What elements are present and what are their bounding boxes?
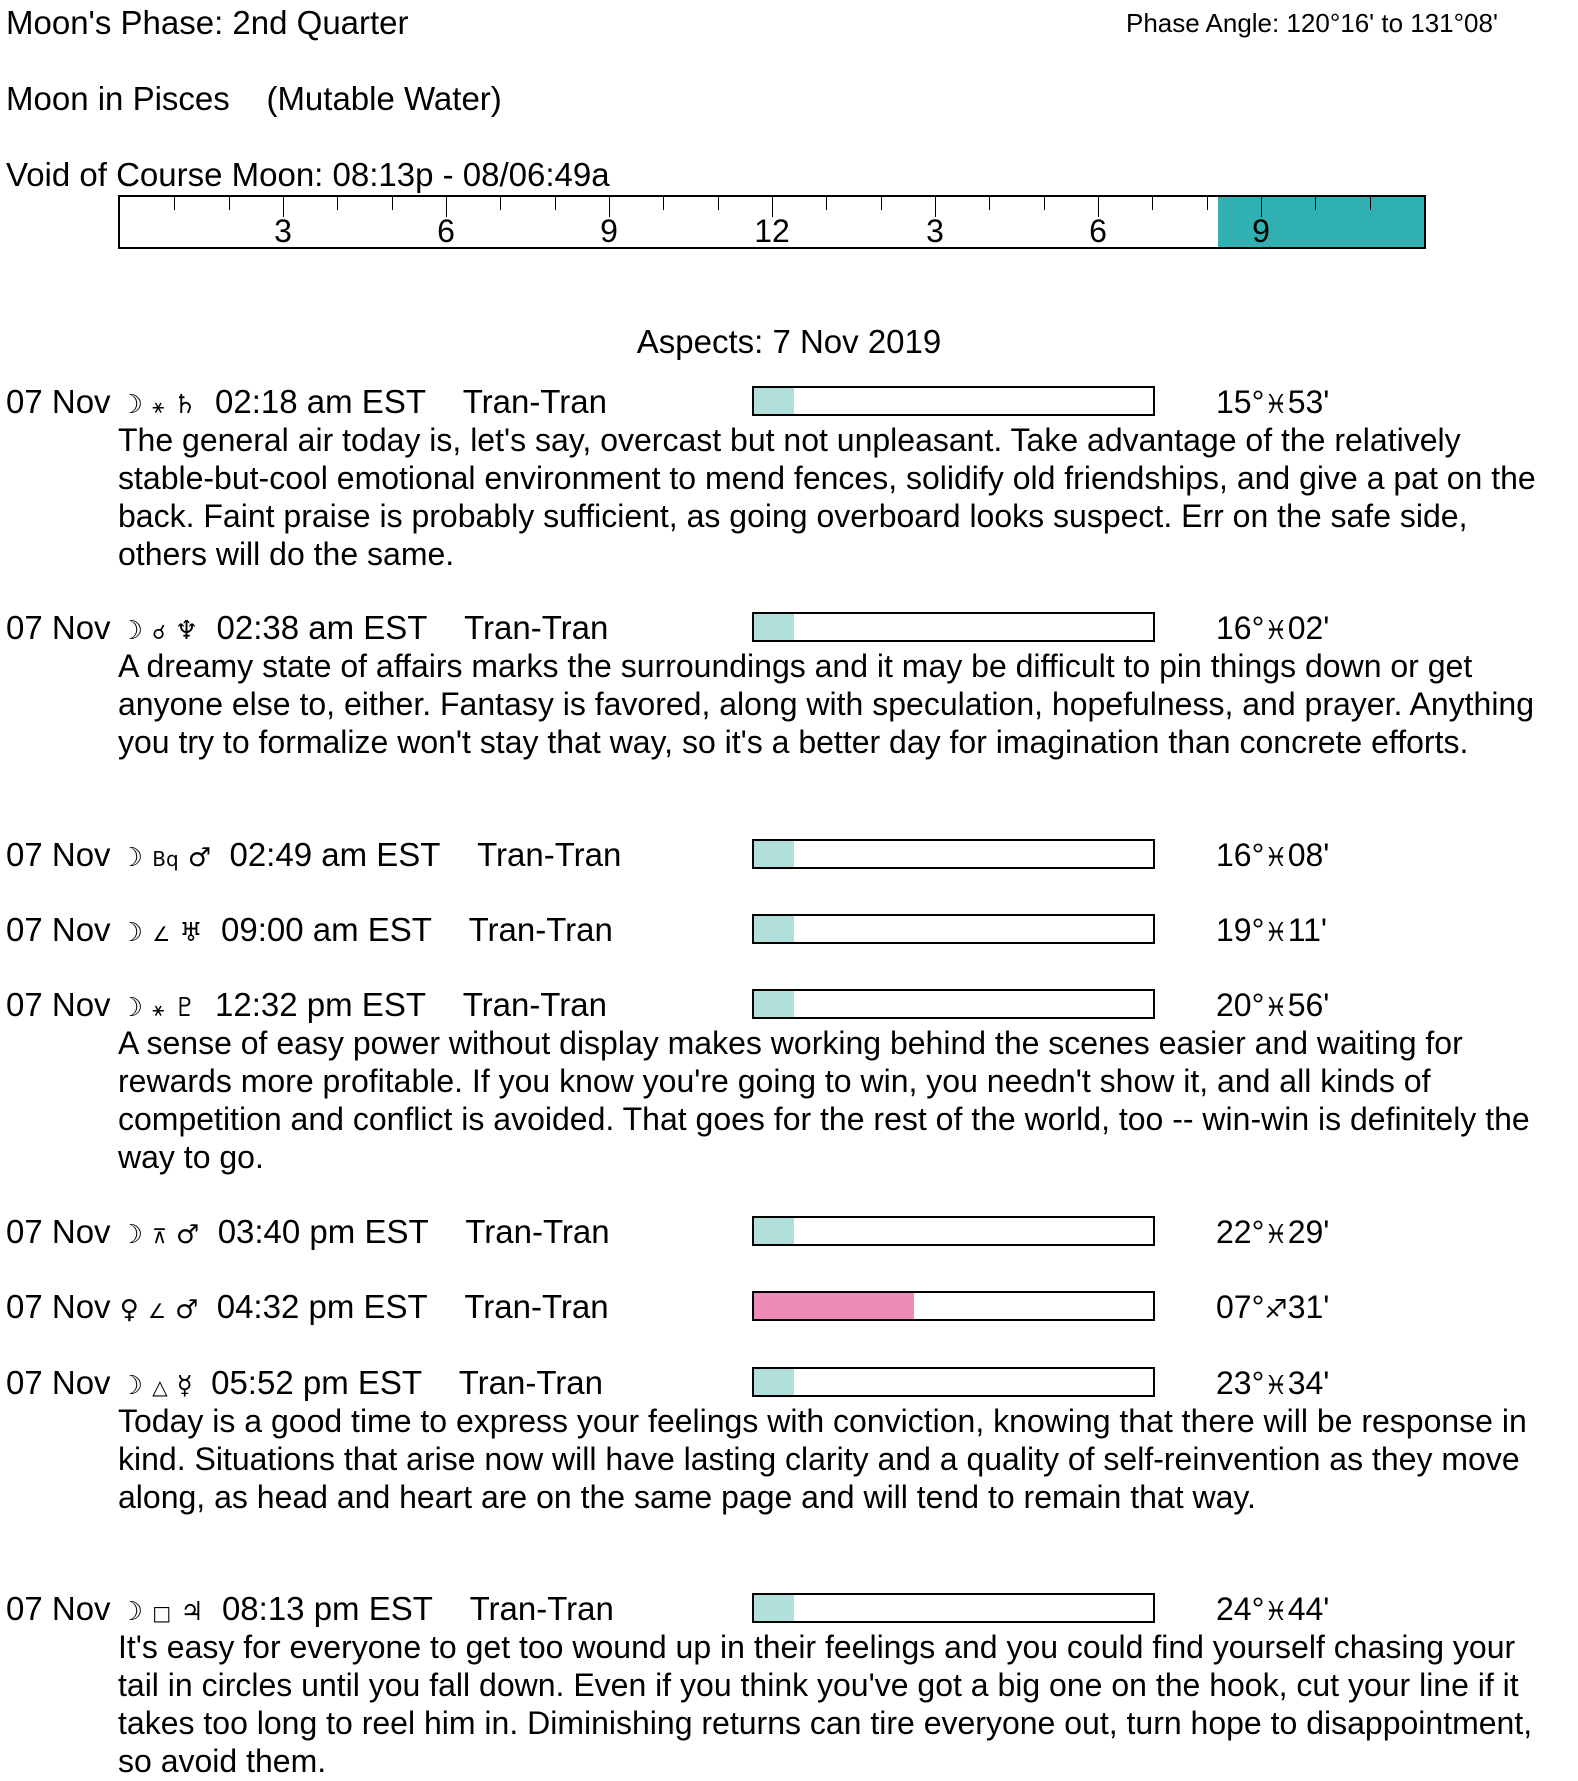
hour-tick [718, 197, 719, 210]
hour-label: 6 [437, 213, 455, 249]
aspect-heading [6, 911, 613, 949]
zodiac-sign-icon: ♓ [1264, 390, 1288, 420]
aspect-position [1216, 1213, 1329, 1254]
strength-bar [752, 612, 1155, 642]
aspect-position [1216, 1288, 1329, 1329]
aspect-description: The general air today is, let's say, overcast but not unpleasant. Take advantage of the relatively stable-but-cool emotional environment to mend fences, solidify old friendships, and give a pat on the back. Faint praise is probably sufficient, as going overboard looks suspect. Err on the safe side, others will do the same. [118, 422, 1536, 572]
moon-sign [6, 80, 502, 118]
void-of-course: Void of Course Moon: 08:13p - 08/06:49a [6, 156, 610, 193]
hour-tick [1044, 197, 1045, 210]
hour-tick [337, 197, 338, 210]
strength-bar-fill [754, 614, 794, 640]
aspect-description: It's easy for everyone to get too wound up in their feelings and you could find yourself chasing your tail in circles until you fall down. Even if you think you've got a big one on the hook, cut your line if it takes too long to reel him in. Diminishing returns can tire everyone out, turn hope to disappointment, so avoid them. [118, 1629, 1533, 1779]
aspect-date: 07 Nov [6, 609, 111, 646]
position-degree: 19° [1216, 912, 1265, 948]
planet1-glyph-icon: ♀ [119, 1295, 139, 1325]
aspect-type: Tran-Tran [465, 1213, 610, 1250]
planet2-glyph-icon: ♇ [173, 993, 197, 1023]
aspect-date: 07 Nov [6, 1213, 111, 1250]
position-degree: 16° [1216, 610, 1265, 646]
aspect-time: 08:13 pm EST [221, 1590, 433, 1627]
planet2-glyph-icon: ♂ [187, 843, 212, 873]
moon-sign-quality: (Mutable Water) [266, 80, 502, 117]
aspect-glyph-icon: ⚹ [152, 394, 165, 418]
position-degree: 23° [1216, 1365, 1265, 1401]
moon-phase: Moon's Phase: 2nd Quarter [6, 4, 409, 41]
aspect-description: A dreamy state of affairs marks the surroundings and it may be difficult to pin things down or get anyone else to, either. Fantasy is favored, along with speculation, hopefulness, and prayer. Anything you try to formalize won't stay that way, so it's a better day for imagination than concrete efforts. [118, 648, 1535, 760]
zodiac-sign-icon: ♓ [1264, 918, 1288, 948]
position-minutes: 56' [1287, 987, 1330, 1023]
zodiac-sign-icon: ♓ [1264, 1220, 1288, 1250]
strength-bar-fill [754, 841, 794, 867]
zodiac-sign-icon: ♓ [1264, 616, 1288, 646]
strength-bar-fill [754, 1293, 914, 1319]
planet2-glyph-icon: ♅ [179, 918, 203, 948]
aspect-position [1216, 986, 1329, 1027]
aspect-type: Tran-Tran [458, 1364, 603, 1401]
aspect-type: Tran-Tran [468, 911, 613, 948]
hour-label: 3 [926, 213, 944, 249]
aspect-position [1216, 836, 1329, 877]
aspect-time: 02:18 am EST [215, 383, 426, 420]
aspect-time: 02:49 am EST [229, 836, 441, 873]
aspect-heading [6, 1364, 603, 1402]
aspect-heading [6, 609, 608, 647]
aspect-description: A sense of easy power without display makes working behind the scenes easier and waiting for rewards more profitable. If you know you're going to win, you needn't show it, and all kinds of competition and conflict is avoided. That goes for the rest of the world, too -- win-win is definitely the way to go. [118, 1025, 1530, 1175]
aspect-date: 07 Nov [6, 1364, 111, 1401]
day-timeline [118, 195, 1426, 249]
position-minutes: 02' [1287, 610, 1330, 646]
planet1-glyph-icon: ☽ [119, 390, 144, 420]
aspect-glyph-icon: Bq [152, 847, 179, 871]
planet2-glyph-icon: ♂ [176, 1220, 200, 1250]
aspect-type: Tran-Tran [464, 609, 609, 646]
aspect-date: 07 Nov [6, 383, 111, 420]
aspect-heading [6, 1213, 610, 1251]
strength-bar [752, 914, 1155, 944]
strength-bar-fill [754, 1369, 794, 1395]
aspect-type: Tran-Tran [462, 383, 607, 420]
strength-bar [752, 1216, 1155, 1246]
aspect-glyph-icon: ⚹ [152, 997, 165, 1021]
aspect-time: 04:32 pm EST [216, 1288, 428, 1325]
phase-angle: Phase Angle: 120°16' to 131°08' [1126, 8, 1498, 38]
planet2-glyph-icon: ♄ [173, 390, 197, 420]
aspect-description: Today is a good time to express your feelings with conviction, knowing that there will be response in kind. Situations that arise now will have lasting clarity and a quality of self-reinvention as they move along, as head and heart are on the same page and will tend to remain that way. [118, 1403, 1527, 1515]
aspect-time: 09:00 am EST [220, 911, 432, 948]
position-minutes: 08' [1287, 837, 1330, 873]
strength-bar-fill [754, 991, 794, 1017]
planet2-glyph-icon: ☿ [176, 1371, 193, 1401]
aspect-date: 07 Nov [6, 986, 111, 1023]
strength-bar-fill [754, 916, 794, 942]
strength-bar [752, 386, 1155, 416]
aspect-glyph-icon: ☌ [152, 620, 166, 644]
hour-tick [1370, 197, 1371, 210]
aspect-time: 12:32 pm EST [215, 986, 426, 1023]
aspect-position [1216, 911, 1327, 952]
aspect-date: 07 Nov [6, 1590, 111, 1627]
position-minutes: 44' [1287, 1591, 1330, 1627]
zodiac-sign-icon: ♓ [1264, 843, 1288, 873]
position-minutes: 34' [1287, 1365, 1330, 1401]
strength-bar-fill [754, 1218, 794, 1244]
position-degree: 20° [1216, 987, 1265, 1023]
aspect-heading [6, 1590, 614, 1628]
aspect-heading [6, 1288, 609, 1326]
strength-bar [752, 989, 1155, 1019]
strength-bar [752, 1291, 1155, 1321]
position-degree: 07° [1216, 1289, 1265, 1325]
planet1-glyph-icon: ☽ [119, 993, 144, 1023]
aspect-time: 03:40 pm EST [217, 1213, 429, 1250]
aspect-time: 05:52 pm EST [211, 1364, 423, 1401]
hour-label: 9 [1252, 213, 1270, 249]
hour-tick [826, 197, 827, 210]
planet1-glyph-icon: ☽ [119, 843, 144, 873]
aspects-title: Aspects: 7 Nov 2019 [636, 323, 942, 360]
aspect-date: 07 Nov [6, 836, 111, 873]
aspect-glyph-icon: ∠ [152, 922, 171, 946]
aspect-glyph-icon: ⊼ [152, 1224, 167, 1248]
void-of-course-range [1218, 197, 1424, 247]
hour-tick [1152, 197, 1153, 210]
aspect-heading [6, 383, 607, 421]
planet2-glyph-icon: ♃ [180, 1597, 204, 1627]
strength-bar [752, 1593, 1155, 1623]
strength-bar-fill [754, 388, 794, 414]
position-minutes: 29' [1287, 1214, 1330, 1250]
hour-tick [229, 197, 230, 210]
aspect-type: Tran-Tran [477, 836, 622, 873]
zodiac-sign-icon: ♓ [1264, 993, 1288, 1023]
moon-sign-name: Moon in Pisces [6, 80, 230, 117]
position-degree: 15° [1216, 384, 1265, 420]
aspect-position [1216, 609, 1329, 650]
aspect-heading [6, 836, 621, 874]
planet2-glyph-icon: ♆ [174, 616, 199, 646]
zodiac-sign-icon: ♐ [1264, 1295, 1288, 1325]
position-degree: 22° [1216, 1214, 1265, 1250]
planet2-glyph-icon: ♂ [175, 1295, 199, 1325]
planet1-glyph-icon: ☽ [119, 1220, 144, 1250]
aspect-glyph-icon: ∠ [147, 1299, 166, 1323]
hour-label: 12 [754, 213, 790, 249]
hour-label: 9 [600, 213, 618, 249]
planet1-glyph-icon: ☽ [119, 918, 144, 948]
position-minutes: 53' [1287, 384, 1330, 420]
position-degree: 24° [1216, 1591, 1265, 1627]
aspect-position [1216, 383, 1329, 424]
hour-tick [392, 197, 393, 210]
aspect-position [1216, 1590, 1329, 1631]
hour-label: 3 [274, 213, 292, 249]
aspect-date: 07 Nov [6, 911, 111, 948]
hour-tick [174, 197, 175, 210]
hour-tick [1207, 197, 1208, 210]
hour-tick [500, 197, 501, 210]
aspect-type: Tran-Tran [462, 986, 607, 1023]
position-degree: 16° [1216, 837, 1265, 873]
hour-tick [663, 197, 664, 210]
aspect-glyph-icon: □ [152, 1601, 172, 1625]
strength-bar [752, 839, 1155, 869]
planet1-glyph-icon: ☽ [119, 1597, 144, 1627]
hour-tick [555, 197, 556, 210]
hour-tick [989, 197, 990, 210]
aspect-position [1216, 1364, 1329, 1405]
hour-tick [881, 197, 882, 210]
zodiac-sign-icon: ♓ [1264, 1371, 1288, 1401]
aspect-type: Tran-Tran [464, 1288, 609, 1325]
hour-label: 6 [1089, 213, 1107, 249]
planet1-glyph-icon: ☽ [119, 1371, 144, 1401]
aspect-heading [6, 986, 607, 1024]
aspect-time: 02:38 am EST [216, 609, 428, 646]
position-minutes: 31' [1287, 1289, 1330, 1325]
zodiac-sign-icon: ♓ [1264, 1597, 1288, 1627]
strength-bar [752, 1367, 1155, 1397]
aspect-type: Tran-Tran [469, 1590, 614, 1627]
position-minutes: 11' [1287, 912, 1328, 948]
planet1-glyph-icon: ☽ [119, 616, 144, 646]
aspect-glyph-icon: △ [152, 1375, 168, 1399]
strength-bar-fill [754, 1595, 794, 1621]
hour-tick [1315, 197, 1316, 210]
aspect-date: 07 Nov [6, 1288, 111, 1325]
